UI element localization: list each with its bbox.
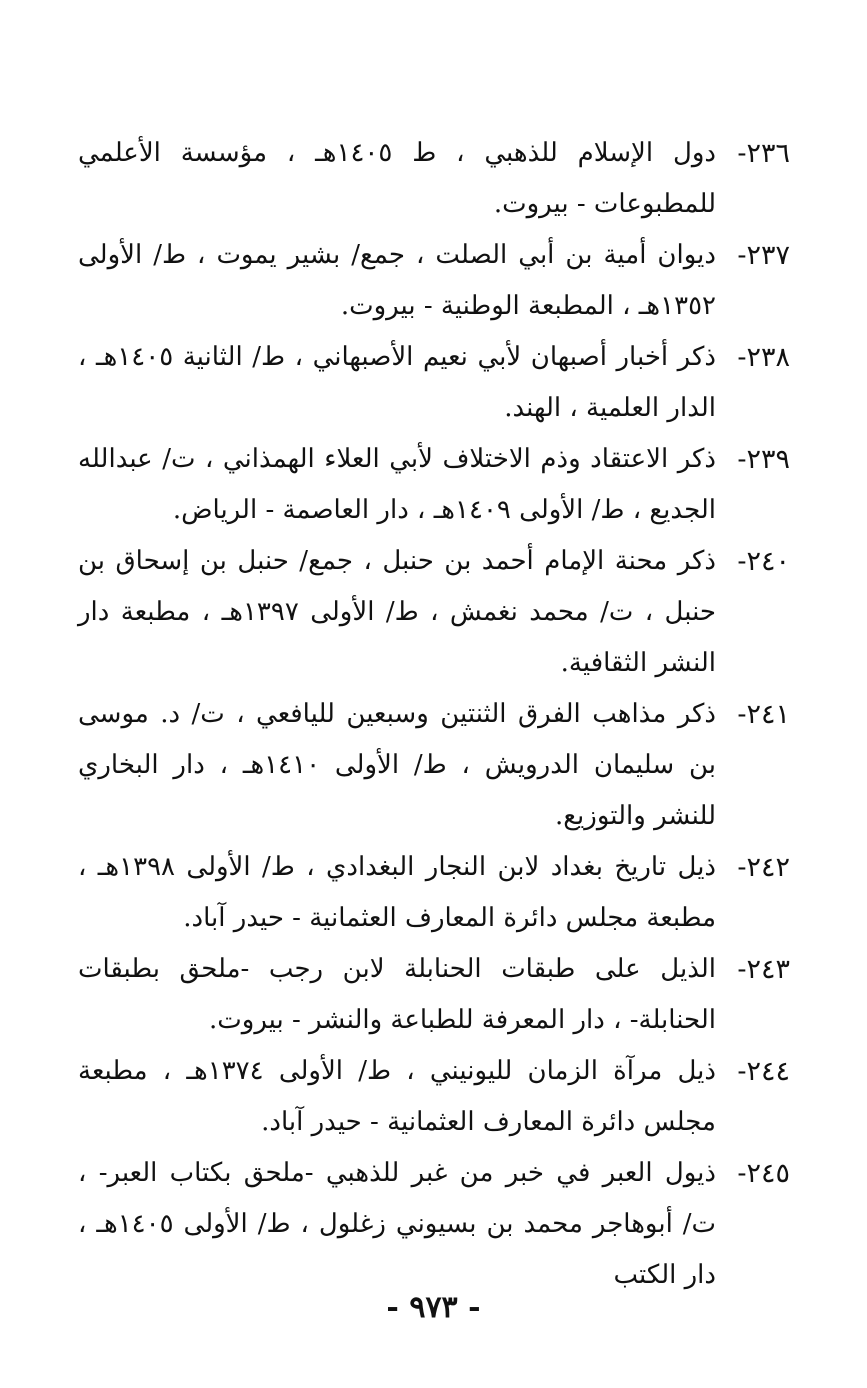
entry-text: ذكر مذاهب الفرق الثنتين وسبعين لليافعي ، ت/ د. موسى بن سليمان الدرويش ، ط/ الأولى ١٤١٠هـ ، دار البخاري للنشر والتوزيع. — [78, 699, 716, 831]
entry-number: ٢٤٥- — [737, 1158, 790, 1189]
entry-number: ٢٣٩- — [737, 444, 790, 475]
bibliography-entry — [78, 842, 790, 944]
entry-number: ٢٤٤- — [737, 1056, 790, 1087]
bibliography-entry — [78, 944, 790, 1046]
entry-text: ديوان أمية بن أبي الصلت ، جمع/ بشير يموت ، ط/ الأولى ١٣٥٢هـ ، المطبعة الوطنية - بيروت. — [78, 240, 716, 321]
entry-text: ذكر أخبار أصبهان لأبي نعيم الأصبهاني ، ط/ الثانية ١٤٠٥هـ ، الدار العلمية ، الهند. — [78, 342, 716, 423]
entry-number: ٢٤٠- — [737, 546, 790, 577]
entry-number: ٢٤٣- — [737, 954, 790, 985]
bibliography-entry — [78, 689, 790, 842]
bibliography-list — [78, 128, 790, 1301]
entry-text: ذكر الاعتقاد وذم الاختلاف لأبي العلاء الهمذاني ، ت/ عبدالله الجديع ، ط/ الأولى ١٤٠٩هـ ، دار العاصمة - الرياض. — [78, 444, 716, 525]
bibliography-entry — [78, 1046, 790, 1148]
bibliography-entry — [78, 332, 790, 434]
entry-text: دول الإسلام للذهبي ، ط ١٤٠٥هـ ، مؤسسة الأعلمي للمطبوعات - بيروت. — [78, 138, 716, 219]
entry-text: الذيل على طبقات الحنابلة لابن رجب -ملحق بطبقات الحنابلة- ، دار المعرفة للطباعة والنشر - بيروت. — [78, 954, 716, 1035]
bibliography-entry — [78, 434, 790, 536]
entry-number: ٢٤٢- — [737, 852, 790, 883]
bibliography-entry — [78, 1148, 790, 1301]
entry-text: ذيول العبر في خبر من غبر للذهبي -ملحق بكتاب العبر- ، ت/ أبوهاجر محمد بن بسيوني زغلول ، ط/ الأولى ١٤٠٥هـ ، دار الكتب — [78, 1158, 717, 1290]
entry-text: ذكر محنة الإمام أحمد بن حنبل ، جمع/ حنبل بن إسحاق بن حنبل ، ت/ محمد نغمش ، ط/ الأولى ١٣٩٧هـ ، مطبعة دار النشر الثقافية. — [78, 546, 716, 678]
entry-number: ٢٣٦- — [737, 138, 790, 169]
entry-number: ٢٤١- — [737, 699, 790, 730]
bibliography-entry — [78, 128, 790, 230]
page-number: - ٩٧٣ - — [386, 1290, 481, 1325]
entry-text: ذيل تاريخ بغداد لابن النجار البغدادي ، ط/ الأولى ١٣٩٨هـ ، مطبعة مجلس دائرة المعارف العثمانية - حيدر آباد. — [78, 852, 717, 933]
entry-number: ٢٣٨- — [737, 342, 790, 373]
bibliography-entry — [78, 230, 790, 332]
entry-text: ذيل مرآة الزمان لليونيني ، ط/ الأولى ١٣٧٤هـ ، مطبعة مجلس دائرة المعارف العثمانية - حيدر آباد. — [78, 1056, 716, 1137]
bibliography-entry — [78, 536, 790, 689]
entry-number: ٢٣٧- — [737, 240, 790, 271]
